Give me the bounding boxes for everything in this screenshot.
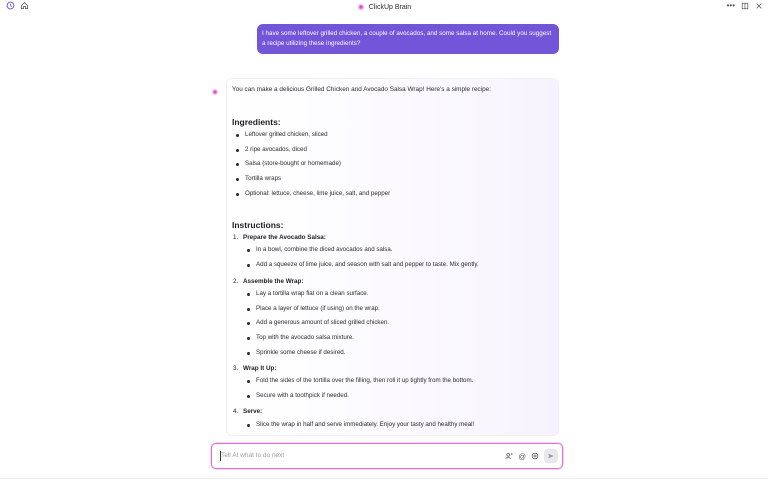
ai-intro-text: You can make a delicious Grilled Chicken and Avocado Salsa Wrap! Here's a simple recipe: [232,86,491,93]
instruction-step-4 [233,408,262,416]
attach-icon[interactable] [531,452,539,460]
ai-response-card [226,78,559,436]
user-message-text: I have some leftover grilled chicken, a couple of avocados, and some salsa at home. Could you suggest a recipe utilizing these ingredients? [262,30,552,47]
step-title: Serve: [243,408,263,415]
instruction-item: Sprinkle some cheese if desired. [247,349,345,357]
ai-avatar-icon [211,83,219,91]
instruction-step-3 [233,365,276,373]
prompt-input[interactable]: Tell AI what to do next [221,452,285,459]
instruction-step-1 [233,234,326,242]
instruction-item: Add a generous amount of sliced grilled chicken. [247,319,389,327]
step-number: 3. [233,365,239,372]
ingredient-item: Leftover grilled chicken, sliced [236,131,328,139]
mention-user-icon[interactable] [505,452,513,460]
instruction-step-2 [233,278,303,286]
instruction-item: Secure with a toothpick if needed. [247,392,349,400]
prompt-input-container[interactable] [211,443,563,469]
instruction-item: Place a layer of lettuce (if using) on the wrap. [247,305,380,313]
user-message-bubble [257,24,559,54]
at-icon[interactable]: @ [518,451,526,461]
instruction-item: Lay a tortilla wrap flat on a clean surface. [247,290,368,298]
step-title: Prepare the Avocado Salsa: [243,234,326,241]
ingredient-item: Salsa (store-bought or homemade) [236,160,341,168]
ingredient-item: Tortilla wraps [236,175,281,183]
step-number: 2. [233,278,239,285]
ingredient-item: 2 ripe avocados, diced [236,146,307,154]
window-icon[interactable] [741,1,749,10]
step-number: 1. [233,234,239,241]
instructions-heading: Instructions: [232,220,284,230]
instruction-item: Top with the avocado salsa mixture. [247,334,354,342]
instruction-item: In a bowl, combine the diced avocados and salsa. [247,246,393,254]
instruction-item: Slice the wrap in half and serve immediately. Enjoy your tasty and healthy meal! [247,421,474,429]
more-icon[interactable]: ••• [726,1,735,10]
window-title-group [0,0,768,14]
instruction-item: Add a squeeze of lime juice, and season with salt and pepper to taste. Mix gently. [247,261,479,269]
step-title: Wrap It Up: [243,365,277,372]
bottom-divider [0,478,768,479]
ingredient-item: Optional: lettuce, cheese, lime juice, salt, and pepper [236,190,390,198]
step-number: 4. [233,408,239,415]
title-bar [0,0,768,14]
send-icon [547,452,555,460]
step-title: Assemble the Wrap: [243,278,304,285]
clickup-brain-logo-icon [357,3,365,11]
send-button[interactable] [544,449,558,463]
close-icon[interactable] [755,1,763,10]
window-title: ClickUp Brain [368,3,412,11]
ingredients-heading: Ingredients: [232,117,281,127]
instruction-item: Fold the sides of the tortilla over the filling, then roll it up tightly from the bottom. [247,377,473,385]
